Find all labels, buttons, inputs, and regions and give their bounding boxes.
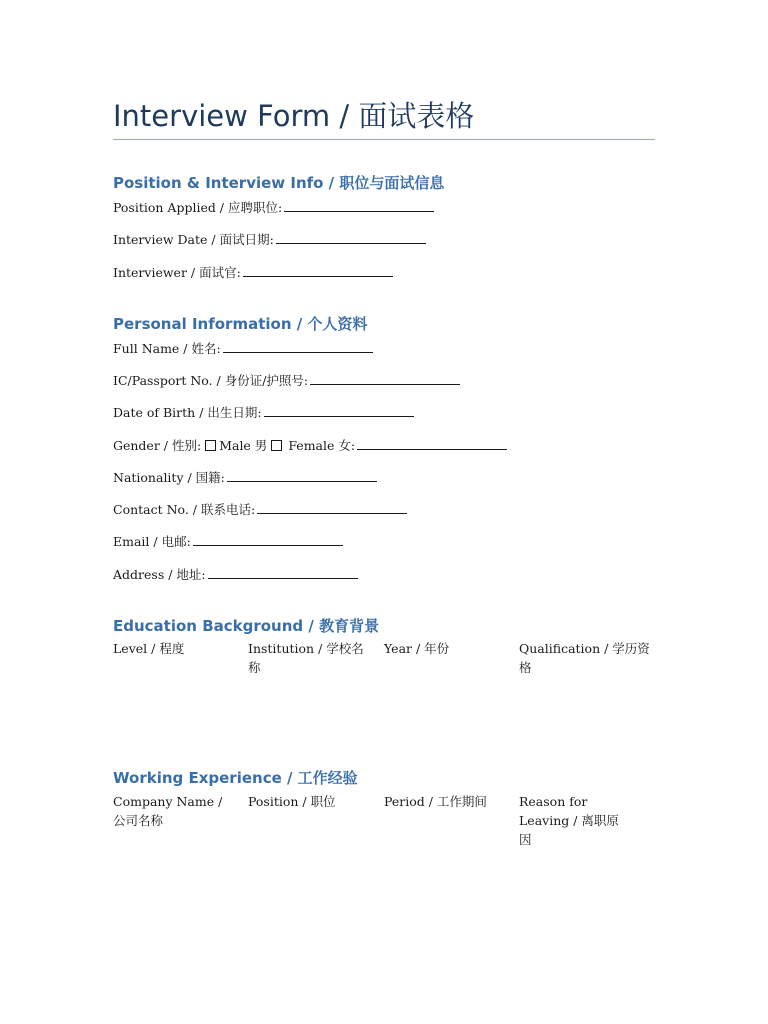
field-label: Position Applied / 应聘职位: — [113, 200, 283, 215]
field-label: IC/Passport No. / 身份证/护照号: — [113, 373, 309, 388]
field-nationality[interactable] — [113, 468, 377, 486]
field-email[interactable] — [113, 532, 343, 550]
section-heading-position: Position & Interview Info / 职位与面试信息 — [113, 174, 445, 192]
fill-in-blank[interactable] — [357, 437, 507, 450]
section-heading-personal: Personal Information / 个人资料 — [113, 315, 368, 333]
work-column-company: Company Name / 公司名称 — [113, 794, 223, 828]
field-interviewer[interactable] — [113, 263, 393, 281]
work-column-reason: Reason for Leaving / 离职原因 — [519, 794, 619, 847]
education-column-year: Year / 年份 — [384, 641, 450, 656]
field-label: Full Name / 姓名: — [113, 341, 221, 356]
field-ic-passport[interactable] — [113, 371, 460, 389]
fill-in-blank[interactable] — [227, 469, 377, 482]
field-label: Interviewer / 面试官: — [113, 265, 241, 280]
education-column-qualification: Qualification / 学历资格 — [519, 641, 650, 675]
fill-in-blank[interactable] — [284, 199, 434, 212]
field-contact-no[interactable] — [113, 500, 407, 518]
fill-in-blank[interactable] — [264, 404, 414, 417]
field-label: Interview Date / 面试日期: — [113, 232, 274, 247]
title-divider — [113, 139, 655, 140]
field-label: Address / 地址: — [113, 567, 206, 582]
page-title: Interview Form / 面试表格 — [113, 99, 475, 133]
female-checkbox[interactable] — [271, 440, 282, 451]
education-column-institution: Institution / 学校名称 — [248, 641, 364, 675]
fill-in-blank[interactable] — [193, 533, 343, 546]
male-option-label: Male 男 — [219, 438, 268, 453]
female-option-label: Female 女: — [288, 438, 356, 453]
work-column-period: Period / 工作期间 — [384, 794, 487, 809]
field-date-of-birth[interactable] — [113, 403, 414, 421]
fill-in-blank[interactable] — [276, 231, 426, 244]
field-full-name[interactable] — [113, 339, 373, 357]
fill-in-blank[interactable] — [223, 340, 373, 353]
fill-in-blank[interactable] — [257, 501, 407, 514]
section-heading-work: Working Experience / 工作经验 — [113, 769, 358, 787]
field-label: Gender / 性别: — [113, 438, 202, 453]
field-label: Date of Birth / 出生日期: — [113, 405, 262, 420]
field-address[interactable] — [113, 565, 358, 583]
field-gender — [113, 436, 507, 454]
fill-in-blank[interactable] — [208, 566, 358, 579]
field-position-applied[interactable] — [113, 198, 434, 216]
field-label: Email / 电邮: — [113, 534, 191, 549]
field-interview-date[interactable] — [113, 230, 426, 248]
work-column-position: Position / 职位 — [248, 794, 336, 809]
education-column-level: Level / 程度 — [113, 641, 185, 656]
section-heading-education: Education Background / 教育背景 — [113, 617, 380, 635]
fill-in-blank[interactable] — [310, 372, 460, 385]
field-label: Nationality / 国籍: — [113, 470, 225, 485]
male-checkbox[interactable] — [205, 440, 216, 451]
fill-in-blank[interactable] — [243, 264, 393, 277]
field-label: Contact No. / 联系电话: — [113, 502, 256, 517]
